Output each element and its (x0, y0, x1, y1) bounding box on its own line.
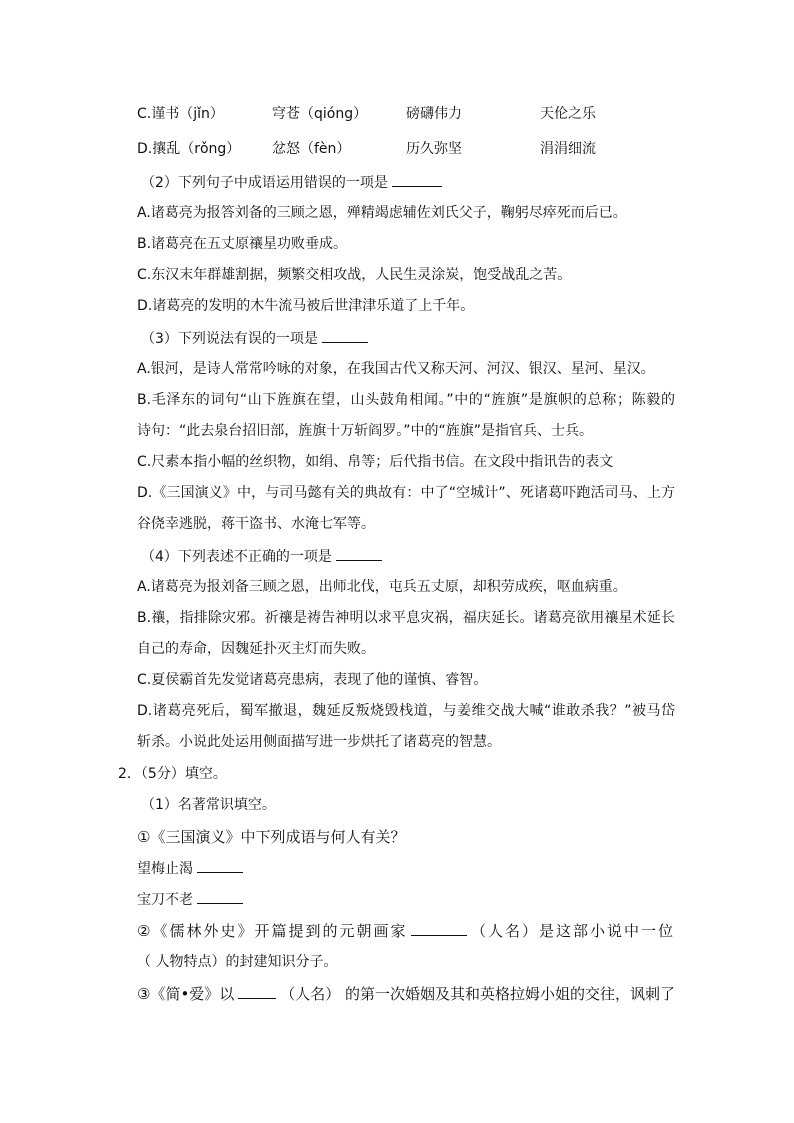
idiom-2-blank[interactable] (197, 889, 243, 904)
q2-option-d: D.诸葛亮的发明的木牛流马被后世津津乐道了上千年。 (137, 298, 475, 314)
q3-option-d-line1: D.《三国演义》中，与司马懿有关的典故有：中了“空城计”、死诸葛吓跑活司马、上方 (137, 485, 675, 501)
q2-answer-blank[interactable] (392, 172, 442, 187)
q4-option-b-line1: B.禳，指排除灾邪。祈禳是祷告神明以求平息灾祸，福庆延长。诸葛亮欲用禳星术延长 (137, 610, 675, 626)
idiom-2: 宝刀不老 (137, 892, 193, 908)
section2-item3: ③《简•爱》以 （人名） 的第一次婚姻及其和英格拉姆小姐的交往，讽刺了 (137, 985, 675, 1003)
q1-option-d-3: 历久弥坚 (406, 141, 462, 157)
q3-option-c: C.尺素本指小幅的丝织物，如绢、帛等；后代指书信。在文段中指讯告的表文 (137, 454, 614, 470)
q1-option-c-1: C.谨书（jǐn） (137, 106, 224, 122)
q3-option-d-line2: 谷侥幸逃脱，蒋干盗书、水淹七军等。 (137, 516, 375, 532)
q3-option-a: A.银河，是诗人常常吟咏的对象，在我国古代又称天河、河汉、银汉、星河、星汉。 (137, 361, 655, 377)
q4-stem: （4）下列表述不正确的一项是 (141, 546, 386, 567)
q1-option-c-3: 磅礴伟力 (406, 106, 462, 122)
section2-item2-line1: ②《儒林外史》开篇提到的元朝画家 （人名）是这部小说中一位 (137, 922, 675, 940)
idiom-2-row (137, 889, 247, 910)
q4-option-d-line1: D.诸葛亮死后，蜀军撤退，魏延反叛烧毁栈道，与姜维交战大喊“谁敢杀我？”被马岱 (137, 703, 675, 719)
q4-option-b-line2: 自己的寿命，因魏延扑灭主灯而失败。 (137, 641, 375, 657)
q1-option-d-2: 忿怒（fèn） (272, 141, 351, 157)
idiom-1-row (137, 858, 247, 879)
q3-answer-blank[interactable] (322, 328, 368, 343)
q1-option-c-row (137, 104, 657, 124)
section2-item2-line2: （ 人物特点）的封建知识分子。 (137, 954, 338, 970)
q4-option-a: A.诸葛亮为报刘备三顾之恩，出师北伐，屯兵五丈原，却积劳成疾，呕血病重。 (137, 579, 627, 595)
q1-option-c-2: 穹苍（qióng） (272, 106, 368, 122)
q3-stem: （3）下列说法有误的一项是 (141, 328, 372, 349)
item2-name-blank[interactable] (411, 921, 467, 936)
idiom-1: 望梅止渴 (137, 861, 193, 877)
section2-heading: 2．（5分）填空。 (118, 766, 227, 782)
q4-answer-blank[interactable] (336, 546, 382, 561)
q3-option-b-line2: 诗句：“此去泉台招旧部，旌旗十万斩阎罗。”中的“旌旗”是指官兵、士兵。 (137, 423, 594, 439)
q1-option-c-4: 天伦之乐 (540, 106, 596, 122)
q2-option-a: A.诸葛亮为报答刘备的三顾之恩，殚精竭虑辅佐刘氏父子，鞠躬尽瘁死而后已。 (137, 205, 627, 221)
q2-option-b: B.诸葛亮在五丈原禳星功败垂成。 (137, 236, 348, 252)
q1-option-d-1: D.攘乱（rǒng） (137, 141, 241, 157)
q3-option-b-line1: B.毛泽东的词句“山下旌旗在望，山头鼓角相闻。”中的“旌旗”是旗帜的总称；陈毅的 (137, 392, 675, 408)
q4-option-d-line2: 斩杀。小说此处运用侧面描写进一步烘托了诸葛亮的智慧。 (137, 734, 501, 750)
q2-stem: （2）下列句子中成语运用错误的一项是 (141, 172, 446, 193)
q4-option-c: C.夏侯霸首先发觉诸葛亮患病，表现了他的谨慎、睿智。 (137, 672, 488, 688)
idiom-1-blank[interactable] (197, 858, 243, 873)
q2-option-c: C.东汉末年群雄割据，频繁交相攻战，人民生灵涂炭，饱受战乱之苦。 (137, 267, 572, 283)
item3-name-blank[interactable] (238, 984, 276, 999)
q1-option-d-4: 涓涓细流 (540, 141, 596, 157)
section2-sub1: （1）名著常识填空。 (141, 797, 276, 813)
section2-item1: ①《三国演义》中下列成语与何人有关？ (137, 828, 406, 846)
q1-option-d-row (137, 139, 657, 159)
